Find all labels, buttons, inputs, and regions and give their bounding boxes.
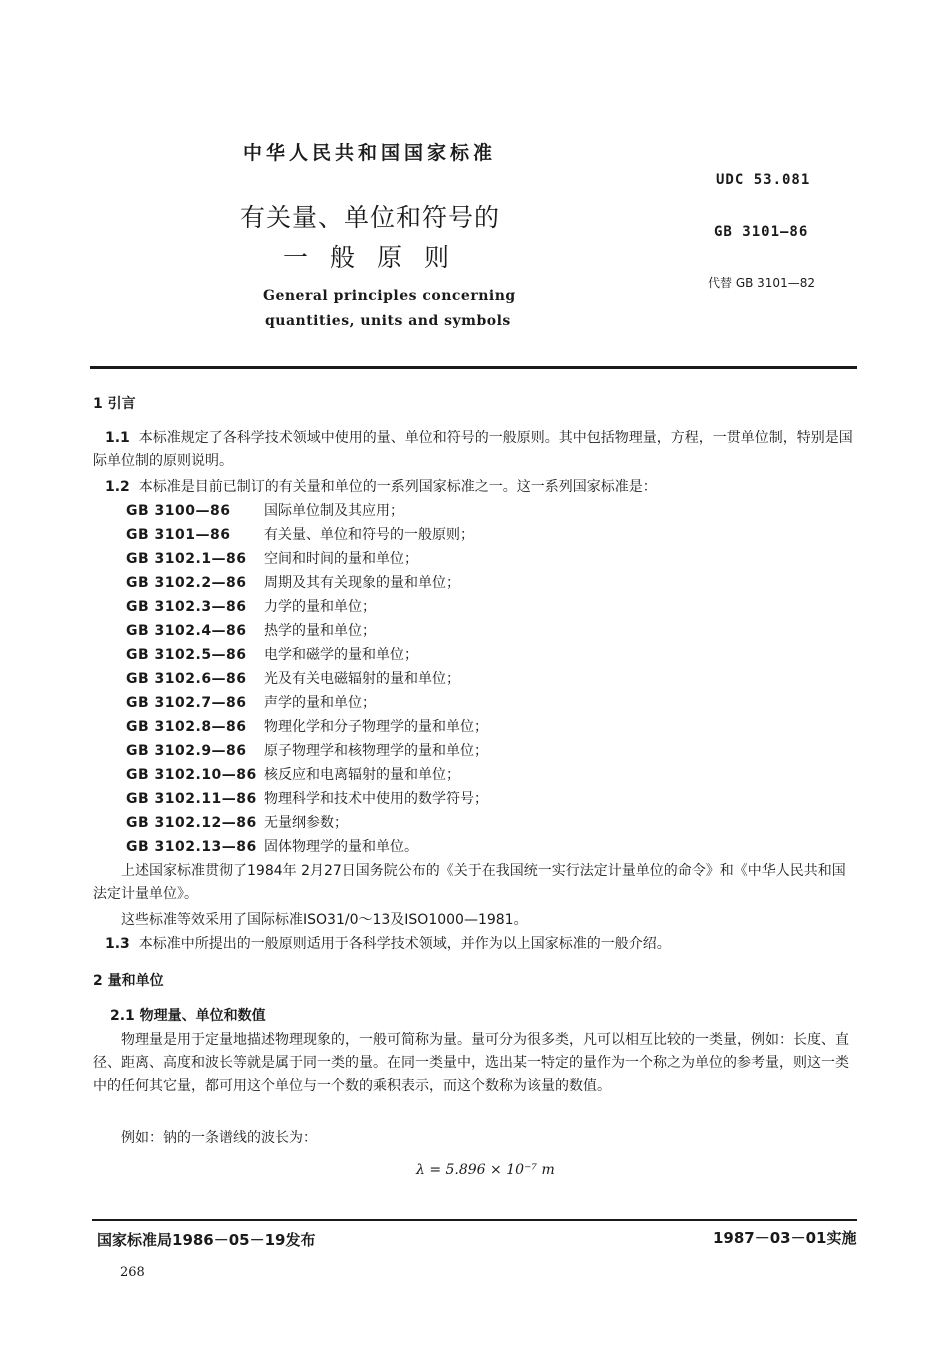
list-item: [126, 836, 418, 856]
section1-heading: 1 引言: [93, 396, 136, 412]
top-rule: [90, 366, 857, 369]
clause-number: 1.1: [105, 430, 130, 446]
clause-text: 本标准中所提出的一般原则适用于各科学技术领域，并作为以上国家标准的一般介绍。: [138, 936, 671, 952]
standard-code: GB 3102.6—86: [126, 671, 247, 687]
list-item: [126, 596, 376, 616]
standard-code: GB 3102.4—86: [126, 623, 247, 639]
standard-code: GB 3102.7—86: [126, 695, 247, 711]
standard-code: GB 3102.11—86: [126, 791, 257, 807]
title-en-line1: General principles concerning: [263, 288, 516, 304]
paragraph-1-1: [93, 427, 857, 473]
country-standard-label: 中华人民共和国国家标准: [243, 142, 497, 164]
paragraph-decree: 上述国家标准贯彻了1984年 2月27日国务院公布的《关于在我国统一实行法定计量单位的命令》和《中华人民共和国法定计量单位》。: [93, 863, 846, 902]
list-item: [126, 620, 376, 640]
list-item: [126, 500, 404, 520]
gb-code: GB 3101—86: [714, 224, 809, 240]
section2-1-heading: 2.1 物理量、单位和数值: [110, 1008, 266, 1024]
list-item: [126, 692, 376, 712]
list-item: [126, 548, 418, 568]
standard-code: GB 3101—86: [126, 527, 231, 543]
clause-number: 1.2: [105, 479, 130, 495]
standard-code: GB 3102.2—86: [126, 575, 247, 591]
paragraph-1-3: [93, 933, 857, 956]
standard-title: 物理科学和技术中使用的数学符号；: [264, 791, 488, 807]
page-number: 268: [120, 1265, 145, 1280]
standard-title: 固体物理学的量和单位。: [264, 839, 418, 855]
standard-code: GB 3100—86: [126, 503, 231, 519]
list-item: [126, 812, 348, 832]
clause-number: 1.3: [105, 936, 130, 952]
clause-text: 本标准是目前已制订的有关量和单位的一系列国家标准之一。这一系列国家标准是：: [138, 479, 657, 495]
title-en-line2: quantities, units and symbols: [265, 313, 511, 329]
standard-title: 力学的量和单位；: [264, 599, 376, 615]
standard-code: GB 3102.3—86: [126, 599, 247, 615]
standard-title: 物理化学和分子物理学的量和单位；: [264, 719, 488, 735]
title-cn-line2: 一般原则: [283, 243, 472, 272]
standard-title: 热学的量和单位；: [264, 623, 376, 639]
replaces-code: 代替 GB 3101—82: [708, 276, 815, 290]
paragraph-example: 例如：钠的一条谱线的波长为：: [121, 1130, 317, 1146]
standard-code: GB 3102.10—86: [126, 767, 257, 783]
standard-title: 原子物理学和核物理学的量和单位；: [264, 743, 488, 759]
list-item: [126, 788, 488, 808]
paragraph-iso: 这些标准等效采用了国际标准ISO31/0～13及ISO1000—1981。: [121, 912, 528, 928]
standard-code: GB 3102.1—86: [126, 551, 247, 567]
standard-code: GB 3102.8—86: [126, 719, 247, 735]
list-item: [126, 764, 460, 784]
udc-code: UDC 53.081: [716, 172, 811, 188]
list-item: [126, 740, 488, 760]
standard-code: GB 3102.5—86: [126, 647, 247, 663]
standard-title: 国际单位制及其应用；: [264, 503, 404, 519]
title-cn-line1: 有关量、单位和符号的: [240, 203, 501, 232]
clause-text: 本标准规定了各科学技术领域中使用的量、单位和符号的一般原则。其中包括物理量，方程，一贯单位制，特别是国际单位制的原则说明。: [93, 430, 853, 469]
standard-title: 声学的量和单位；: [264, 695, 376, 711]
standard-title: 有关量、单位和符号的一般原则；: [264, 527, 474, 543]
list-item: [126, 716, 488, 736]
standard-title: 电学和磁学的量和单位；: [264, 647, 418, 663]
standard-title: 空间和时间的量和单位；: [264, 551, 418, 567]
standard-code: GB 3102.12—86: [126, 815, 257, 831]
list-item: [126, 572, 460, 592]
standard-title: 周期及其有关现象的量和单位；: [264, 575, 460, 591]
list-item: [126, 668, 460, 688]
paragraph-1-2: [93, 476, 857, 499]
section2-heading: 2 量和单位: [93, 973, 164, 989]
standard-title: 无量纲参数；: [264, 815, 348, 831]
standard-code: GB 3102.13—86: [126, 839, 257, 855]
standard-code: GB 3102.9—86: [126, 743, 247, 759]
formula: λ = 5.896 × 10⁻⁷ m: [416, 1162, 555, 1178]
list-item: [126, 644, 418, 664]
standard-title: 光及有关电磁辐射的量和单位；: [264, 671, 460, 687]
list-item: [126, 524, 474, 544]
standard-title: 核反应和电离辐射的量和单位；: [264, 767, 460, 783]
paragraph-2-1: 物理量是用于定量地描述物理现象的，一般可简称为量。量可分为很多类，凡可以相互比较的一类量，例如：长度、直径、距离、高度和波长等就是属于同一类的量。在同一类量中，选出某一特定的量作为一个称之为单位的参考量，则这一类中的任何其它量，都可用这个单位与一个数的乘积表示，而这个数称为该量的数值。: [93, 1032, 849, 1094]
bottom-rule: [92, 1219, 857, 1221]
effective-date: 1987－03－01实施: [713, 1229, 857, 1247]
issued-date: 国家标准局1986－05－19发布: [97, 1231, 316, 1249]
